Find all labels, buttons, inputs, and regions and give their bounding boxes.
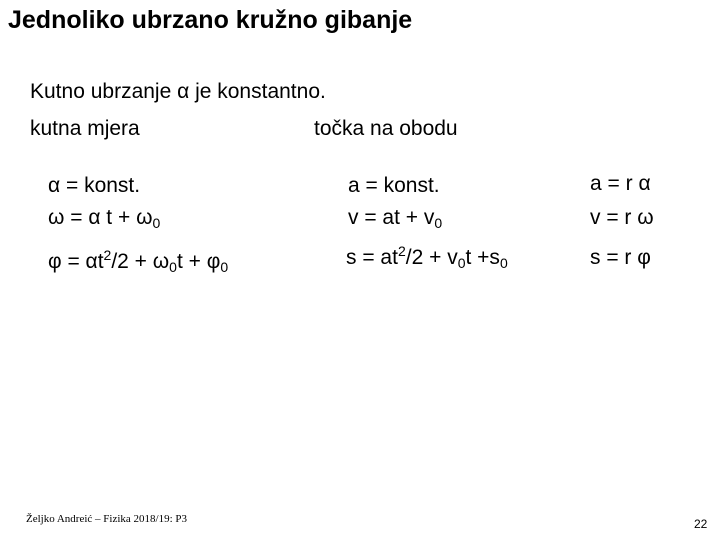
angular-eq-2	[48, 204, 160, 232]
footer-author: Željko Andreić – Fizika 2018/19: P3	[26, 513, 188, 525]
angular-eq-3-sup: 2	[103, 247, 112, 263]
linear-eq-3-b: /2 + v	[405, 246, 458, 269]
linear-eq-1: a = konst.	[348, 174, 440, 197]
relation-2: v = r ω	[590, 206, 654, 229]
angular-eq-3	[48, 248, 228, 276]
linear-eq-3	[346, 244, 508, 272]
linear-eq-2	[348, 204, 442, 232]
relation-1: a = r α	[590, 172, 651, 195]
angular-eq-2-main: ω = α t + ω	[48, 206, 153, 229]
column-header-angular: kutna mjera	[30, 117, 140, 140]
angular-eq-2-sub: 0	[152, 215, 161, 231]
slide-subtitle: Kutno ubrzanje α je konstantno.	[30, 80, 326, 103]
angular-eq-3-a: φ = αt	[48, 250, 104, 273]
angular-eq-3-c: t + φ	[176, 250, 221, 273]
linear-eq-3-sub2: 0	[499, 255, 508, 271]
page-number: 22	[694, 517, 708, 531]
linear-eq-2-sub: 0	[434, 215, 443, 231]
angular-eq-3-b: /2 + ω	[111, 250, 170, 273]
linear-eq-3-a: s = at	[346, 246, 398, 269]
angular-eq-3-sub2: 0	[220, 259, 229, 275]
angular-eq-3-sub1: 0	[169, 259, 177, 275]
relation-3: s = r φ	[590, 246, 651, 269]
linear-eq-3-sub1: 0	[457, 255, 466, 271]
column-header-linear: točka na obodu	[314, 117, 458, 140]
linear-eq-2-main: v = at + v	[348, 206, 435, 229]
linear-eq-3-sup: 2	[397, 243, 406, 259]
linear-eq-3-c: t +s	[465, 246, 500, 269]
slide-title: Jednoliko ubrzano kružno gibanje	[8, 6, 413, 34]
angular-eq-1: α = konst.	[48, 174, 141, 197]
